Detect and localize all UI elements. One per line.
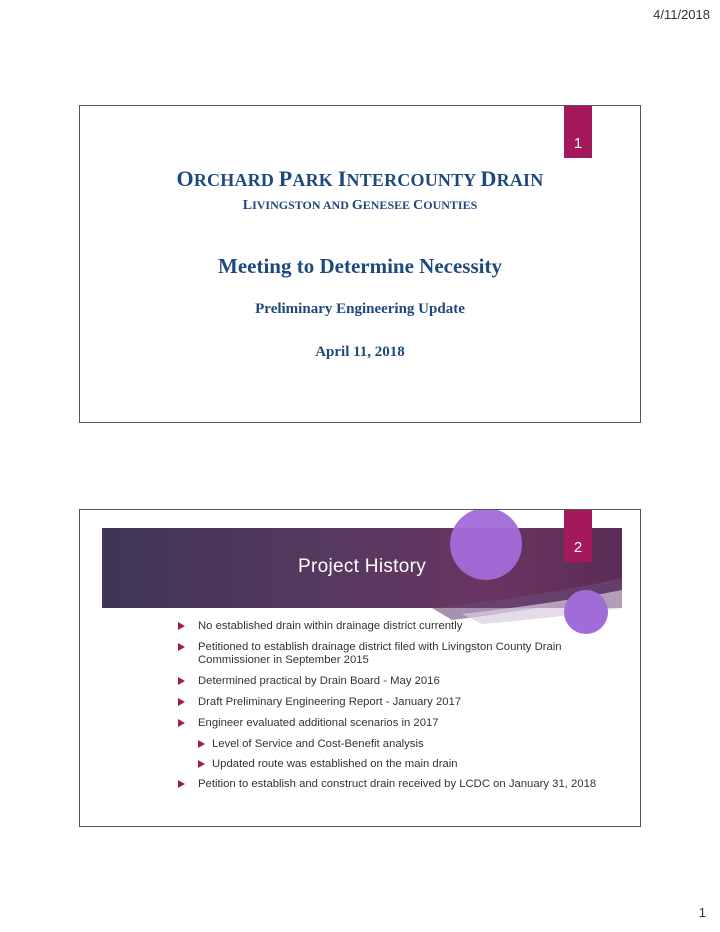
- bullet-arrow-icon: [198, 760, 205, 768]
- bullet-item: [178, 675, 598, 688]
- meeting-date: April 11, 2018: [315, 344, 405, 360]
- bullet-arrow-icon: [178, 643, 185, 651]
- prelim-heading: Preliminary Engineering Update: [255, 301, 465, 317]
- slide-title: Project History: [297, 556, 427, 577]
- slide-1: [79, 105, 641, 423]
- subtitle-letter: L: [242, 198, 253, 213]
- slide-number-tab: [564, 510, 592, 562]
- subtitle-letter: G: [351, 198, 363, 213]
- decorative-circle-small: [564, 590, 608, 634]
- bullet-arrow-icon: [198, 740, 205, 748]
- decorative-swoosh: [102, 570, 622, 630]
- bullet-text: Petition to establish and construct drain received by LCDC on January 31, 2018: [198, 778, 597, 790]
- bullet-arrow-icon: [178, 677, 185, 685]
- page-date: 4/11/2018: [653, 7, 710, 22]
- bullet-text: Level of Service and Cost-Benefit analysis: [212, 738, 424, 750]
- slide-number: 2: [573, 539, 583, 556]
- bullet-arrow-icon: [178, 780, 185, 788]
- subtitle-letter: C: [413, 198, 424, 213]
- bullet-arrow-icon: [178, 698, 185, 706]
- slide-2: [79, 509, 641, 827]
- bullet-item: [178, 778, 598, 791]
- sub-bullet-item: [198, 738, 598, 751]
- bullet-list: [178, 620, 598, 799]
- slide-number-tab: [564, 106, 592, 158]
- page-number: 1: [698, 905, 706, 920]
- title-letter: I: [337, 166, 347, 191]
- bullet-text: No established drain within drainage district currently: [198, 620, 463, 632]
- slide-number: 1: [573, 135, 583, 152]
- title-letter: P: [278, 166, 293, 191]
- meeting-heading: Meeting to Determine Necessity: [218, 254, 502, 278]
- title-letter: O: [176, 166, 194, 191]
- bullet-item: [178, 641, 598, 667]
- sub-bullet-item: [198, 758, 598, 771]
- bullet-arrow-icon: [178, 719, 185, 727]
- bullet-text: Petitioned to establish drainage district filed with Livingston County Drain Commissioner in September 2015: [198, 641, 562, 666]
- title-letter: D: [480, 166, 497, 191]
- title-word: ARK: [292, 170, 334, 190]
- subtitle-word: OUNTIES: [423, 198, 478, 212]
- bullet-text: Engineer evaluated additional scenarios in 2017: [198, 717, 439, 729]
- bullet-text: Updated route was established on the main drain: [212, 758, 458, 770]
- subtitle-word: ENESEE: [362, 198, 411, 212]
- title-word: RCHARD: [193, 170, 275, 190]
- slide-subtitle: [80, 198, 640, 214]
- bullet-item: [178, 696, 598, 709]
- decorative-circle-large: [450, 509, 522, 580]
- title-word: RAIN: [496, 170, 544, 190]
- bullet-text: Determined practical by Drain Board - May 2016: [198, 675, 440, 687]
- title-word: NTERCOUNTY: [346, 170, 476, 190]
- slide-1-content: [80, 166, 640, 361]
- slide-title: [80, 166, 640, 192]
- bullet-item: [178, 717, 598, 730]
- bullet-text: Draft Preliminary Engineering Report - January 2017: [198, 696, 462, 708]
- subtitle-word: IVINGSTON AND: [252, 198, 349, 212]
